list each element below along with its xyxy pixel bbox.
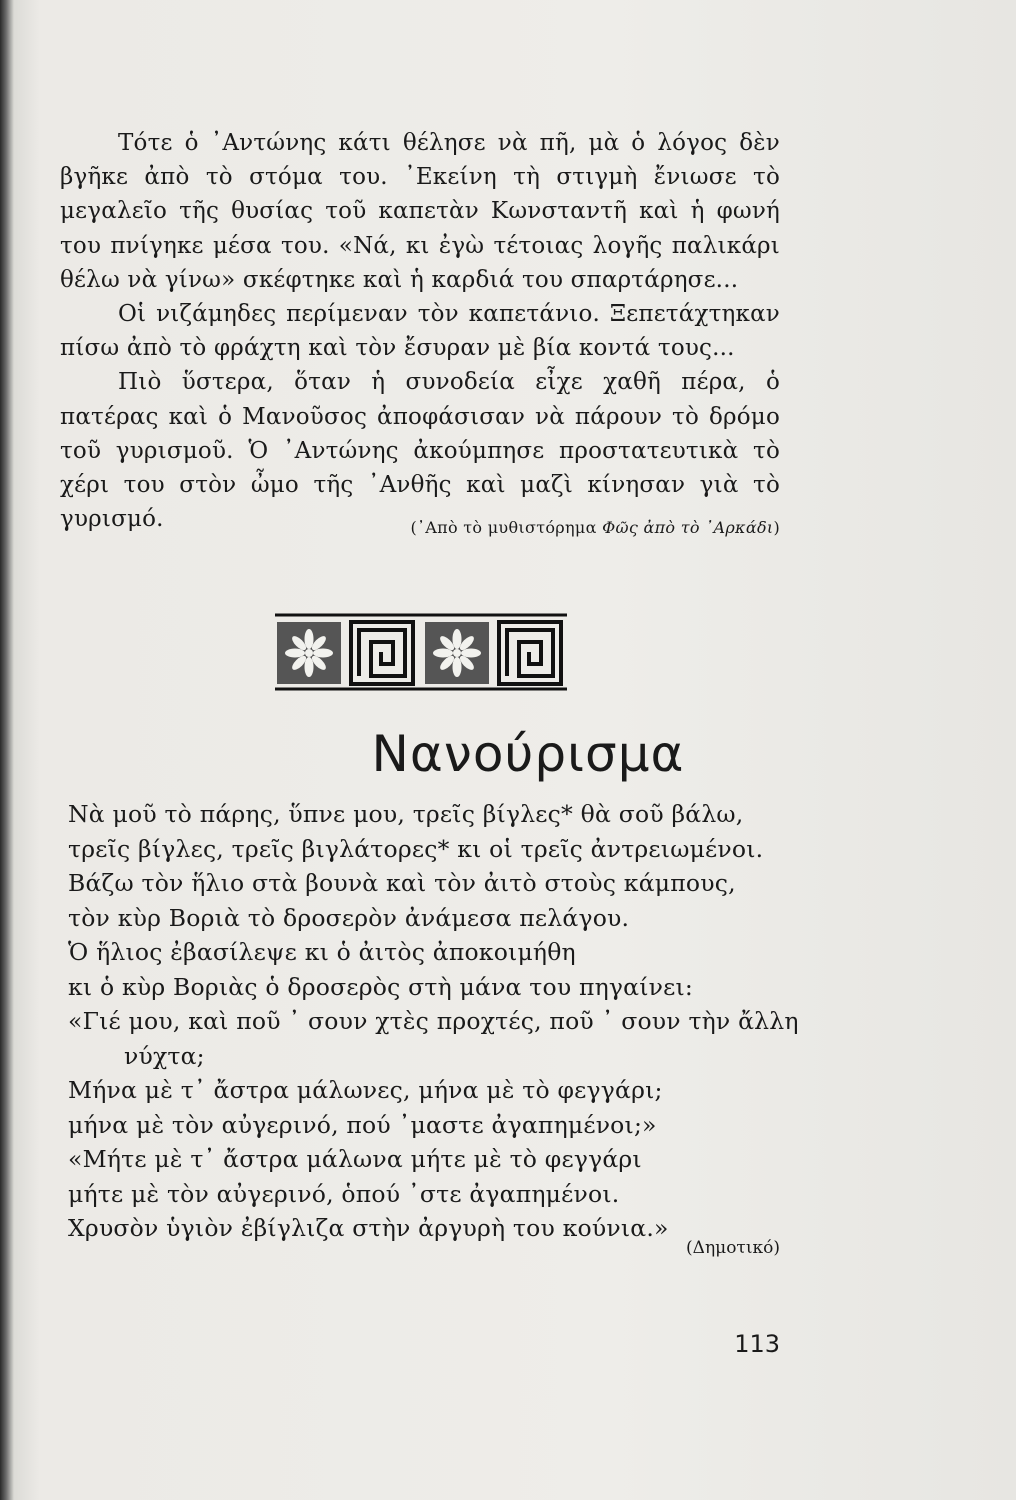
poem-line-continuation: νύχτα; xyxy=(124,1041,205,1070)
paragraph-2: Οἱ νιζάμηδες περίμεναν τὸν καπετάνιο. Ξεπετάχτηκαν πίσω ἀπὸ τὸ φράχτη καὶ τὸν ἔσυραν μὲ βία κοντά τους... xyxy=(60,301,780,362)
poem-line: «Γιέ μου, καὶ ποῦ ᾿ σουν χτὲς προχτές, ποῦ ᾿ σουν τὴν ἄλλη xyxy=(68,1007,799,1035)
poem-body xyxy=(68,797,799,1246)
poem-line: τὸν κὺρ Βοριὰ τὸ δροσερὸν ἀνάμεσα πελάγου. xyxy=(68,903,630,932)
greek-key-ornament xyxy=(275,612,567,692)
poem-line: τρεῖς βίγλες, τρεῖς βιγλάτορες* κι οἱ τρεῖς ἀντρειωμένοι. xyxy=(68,834,764,863)
meander-tile-1 xyxy=(351,622,413,684)
prose-section xyxy=(60,126,780,536)
poem-line: «Μήτε μὲ τ᾿ ἄστρα μάλωνα μήτε μὲ τὸ φεγγάρι xyxy=(68,1145,642,1173)
poem-attribution: (Δημοτικό) xyxy=(686,1238,780,1258)
source-citation xyxy=(410,518,780,537)
poem-line: Μήνα μὲ τ᾿ ἄστρα μάλωνες, μήνα μὲ τὸ φεγγάρι; xyxy=(68,1076,663,1104)
poem-line: κι ὁ κὺρ Βοριὰς ὁ δροσερὸς στὴ μάνα του πηγαίνει: xyxy=(68,972,694,1001)
source-prefix: (᾿Απὸ τὸ μυθιστόρημα xyxy=(410,518,603,537)
source-title: Φῶς ἀπὸ τὸ ᾿Αρκάδι xyxy=(602,518,774,537)
source-suffix: ) xyxy=(773,518,780,537)
poem-line: Χρυσὸν ὑγιὸν ἐβίγλιζα στὴν ἀργυρὴ του κούνια.» xyxy=(68,1214,669,1242)
poem-line: μήνα μὲ τὸν αὐγερινό, πού ᾿μαστε ἀγαπημένοι;» xyxy=(68,1110,657,1139)
page-number: 113 xyxy=(734,1330,780,1358)
paragraph-3: Πιὸ ὕστερα, ὅταν ἡ συνοδεία εἶχε χαθῆ πέρα, ὁ πατέρας καὶ ὁ Μανοῦσος ἀποφάσισαν νὰ πάρουν τὸ δρόμο τοῦ γυρισμοῦ. Ὁ ᾿Αντώνης ἀκούμπησε προστατευτικὰ τὸ χέρι του στὸν ὦμο τῆς ᾿Ανθῆς καὶ μαζὶ κίνησαν γιὰ τὸ γυρισμό. xyxy=(60,369,780,533)
poem-line: μήτε μὲ τὸν αὐγερινό, ὁπού ᾿στε ἀγαπημένοι. xyxy=(68,1179,620,1208)
poem-title: Νανούρισμα xyxy=(371,725,685,783)
poem-line: Βάζω τὸν ἥλιο στὰ βουνὰ καὶ τὸν ἀιτὸ στοὺς κάμπους, xyxy=(68,869,736,897)
poem-line: Ὁ ἥλιος ἐβασίλεψε κι ὁ ἀιτὸς ἀποκοιμήθη xyxy=(68,938,576,966)
flower-tile-1 xyxy=(277,622,341,684)
paragraph-1: Τότε ὁ ᾿Αντώνης κάτι θέλησε νὰ πῆ, μὰ ὁ λόγος δὲν βγῆκε ἀπὸ τὸ στόμα του. ᾿Εκείνη τὴ στιγμὴ ἔνιωσε τὸ μεγαλεῖο τῆς θυσίας τοῦ καπετὰν Κωνσταντῆ καὶ ἡ φωνή του πνίγηκε μέσα του. «Νά, κι ἐγὼ τέτοιας λογῆς παλικάρι θέλω νὰ γίνω» σκέφτηκε καὶ ἡ καρδιά του σπαρτάρησε... xyxy=(60,130,780,293)
flower-tile-2 xyxy=(425,622,489,684)
meander-tile-2 xyxy=(499,622,561,684)
poem-line: Νὰ μοῦ τὸ πάρης, ὕπνε μου, τρεῖς βίγλες* θὰ σοῦ βάλω, xyxy=(68,800,744,828)
